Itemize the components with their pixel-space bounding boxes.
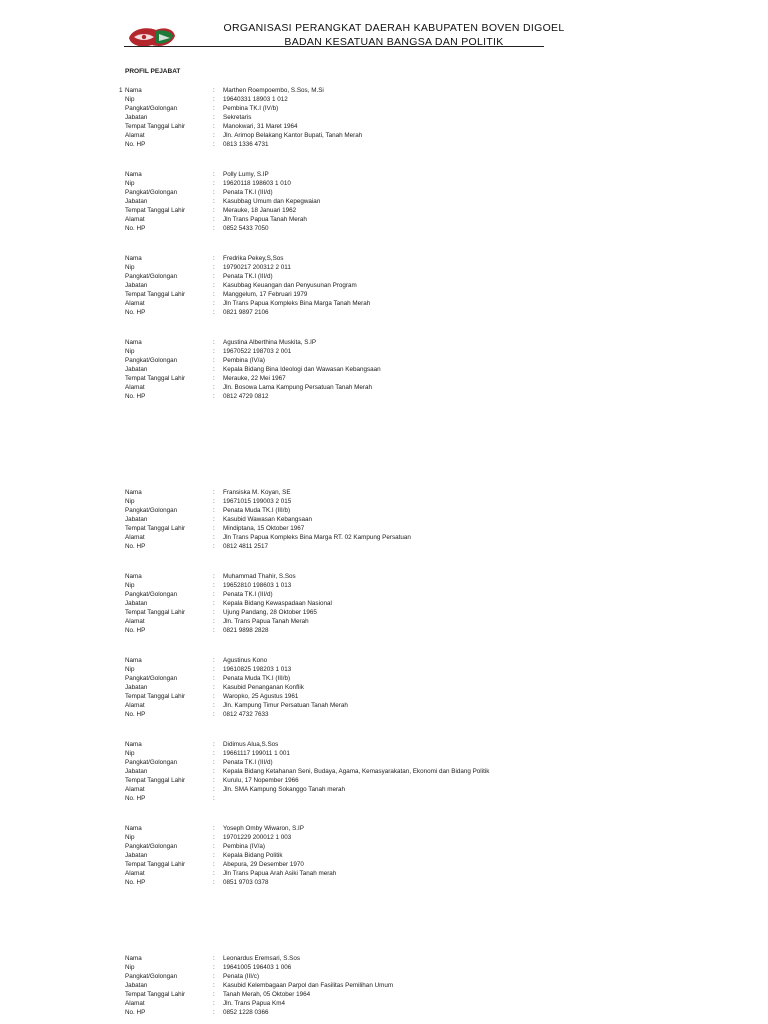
field-label: Nama: [125, 741, 142, 748]
field-value: Kasubid Kelembagaan Parpol dan Fasilitas Pemilihan Umum: [223, 982, 394, 989]
field-value: Penata TK.I (III/d): [223, 273, 273, 280]
field-separator: :: [213, 991, 215, 998]
field-separator: :: [213, 309, 215, 316]
field-value: Penata Muda TK.I (III/b): [223, 675, 291, 682]
field-label: Pangkat/Golongan: [125, 675, 178, 682]
field-value: Manggelum, 17 Februari 1979: [223, 291, 308, 298]
official-record: [0, 338, 768, 408]
field-value: Agustina Alberthina Muskita, S.IP: [223, 339, 317, 346]
field-value: Kurulu, 17 Nopember 1966: [223, 777, 299, 784]
field-label: Pangkat/Golongan: [125, 105, 178, 112]
field-label: Alamat: [125, 132, 145, 139]
field-value: 0812 4732 7633: [223, 711, 269, 718]
field-separator: :: [213, 582, 215, 589]
field-label: No. HP: [125, 393, 146, 400]
field-separator: :: [213, 141, 215, 148]
field-label: Nip: [125, 264, 135, 271]
field-label: Alamat: [125, 618, 145, 625]
field-label: Pangkat/Golongan: [125, 843, 178, 850]
field-value: 0821 9897 2106: [223, 309, 269, 316]
field-separator: :: [213, 366, 215, 373]
field-value: Kasubid Wawasan Kebangsaan: [223, 516, 313, 523]
field-value: 0852 5433 7050: [223, 225, 269, 232]
field-value: Kasubbag Keuangan dan Penyusunan Program: [223, 282, 357, 289]
field-separator: :: [213, 768, 215, 775]
field-label: Nip: [125, 834, 135, 841]
field-separator: :: [213, 852, 215, 859]
field-label: Tempat Tanggal Lahir: [125, 861, 186, 868]
field-label: No. HP: [125, 543, 146, 550]
field-label: No. HP: [125, 141, 146, 148]
field-value: Mindiptana, 15 Oktober 1967: [223, 525, 305, 532]
field-label: Nip: [125, 582, 135, 589]
field-separator: :: [213, 339, 215, 346]
field-label: No. HP: [125, 627, 146, 634]
field-separator: :: [213, 627, 215, 634]
field-value: Fredrika Pekey,S,Sos: [223, 255, 284, 262]
field-separator: :: [213, 114, 215, 121]
field-label: Nama: [125, 489, 142, 496]
field-value: 19670522 198703 2 001: [223, 348, 292, 355]
field-value: Jln. Kampung Timur Persatuan Tanah Merah: [223, 702, 348, 709]
field-value: Jln. SMA Kampung Sokanggo Tanah merah: [223, 786, 346, 793]
field-value: Pembina TK.I (IV/b): [223, 105, 279, 112]
field-label: Tempat Tanggal Lahir: [125, 991, 186, 998]
field-separator: :: [213, 225, 215, 232]
field-value: Penata TK.I (III/d): [223, 591, 273, 598]
field-separator: :: [213, 591, 215, 598]
field-value: Manokwari, 31 Maret 1964: [223, 123, 298, 130]
field-separator: :: [213, 666, 215, 673]
field-value: Muhammad Thahir, S.Sos: [223, 573, 296, 580]
field-separator: :: [213, 543, 215, 550]
field-label: Tempat Tanggal Lahir: [125, 693, 186, 700]
field-label: Nama: [125, 825, 142, 832]
field-label: Nip: [125, 964, 135, 971]
field-label: Jabatan: [125, 600, 148, 607]
official-record: [0, 86, 768, 156]
field-separator: :: [213, 516, 215, 523]
field-separator: :: [213, 198, 215, 205]
field-label: Pangkat/Golongan: [125, 507, 178, 514]
field-separator: :: [213, 171, 215, 178]
field-value: Leonardus Eremsari, S.Sos: [223, 955, 300, 962]
field-label: Tempat Tanggal Lahir: [125, 207, 186, 214]
official-record: [0, 254, 768, 324]
official-record: [0, 572, 768, 642]
header-title-line1: ORGANISASI PERANGKAT DAERAH KABUPATEN BOVEN DIGOEL: [223, 22, 565, 34]
field-value: 0851 9703 0378: [223, 879, 269, 886]
field-separator: :: [213, 96, 215, 103]
field-label: Jabatan: [125, 114, 148, 121]
field-separator: :: [213, 879, 215, 886]
field-separator: :: [213, 741, 215, 748]
field-value: Penata TK.I (III/d): [223, 759, 273, 766]
field-value: 19671015 199003 2 015: [223, 498, 292, 505]
field-separator: :: [213, 105, 215, 112]
field-separator: :: [213, 684, 215, 691]
official-record: [0, 656, 768, 726]
field-separator: :: [213, 489, 215, 496]
field-label: No. HP: [125, 711, 146, 718]
field-separator: :: [213, 711, 215, 718]
field-separator: :: [213, 795, 215, 802]
field-value: 19610825 198203 1 013: [223, 666, 292, 673]
field-label: Alamat: [125, 384, 145, 391]
field-value: Abepura, 29 Desember 1970: [223, 861, 304, 868]
field-label: No. HP: [125, 1009, 146, 1016]
field-separator: :: [213, 870, 215, 877]
field-label: Nip: [125, 348, 135, 355]
field-value: Sekretaris: [223, 114, 252, 121]
field-value: Yoseph Omby Wiwaron, S.IP: [223, 825, 304, 832]
official-record: [0, 824, 768, 894]
field-value: Marthen Roempoembo, S.Sos, M.Si: [223, 87, 324, 94]
field-value: 19652810 198603 1 013: [223, 582, 292, 589]
field-separator: :: [213, 693, 215, 700]
field-label: Nama: [125, 573, 142, 580]
field-separator: :: [213, 273, 215, 280]
field-value: Didimus Alua,S.Sos: [223, 741, 279, 748]
field-separator: :: [213, 834, 215, 841]
field-label: Pangkat/Golongan: [125, 973, 178, 980]
field-value: Merauke, 18 Januari 1962: [223, 207, 297, 214]
field-value: 0813 1336 4731: [223, 141, 269, 148]
field-value: 19701229 200012 1 003: [223, 834, 292, 841]
field-value: 0821 9898 2828: [223, 627, 269, 634]
field-label: Pangkat/Golongan: [125, 273, 178, 280]
field-separator: :: [213, 955, 215, 962]
field-label: Pangkat/Golongan: [125, 591, 178, 598]
section-title: PROFIL PEJABAT: [125, 68, 181, 75]
field-separator: :: [213, 207, 215, 214]
field-separator: :: [213, 750, 215, 757]
field-separator: :: [213, 291, 215, 298]
field-label: Nip: [125, 666, 135, 673]
field-label: Nama: [125, 955, 142, 962]
field-separator: :: [213, 282, 215, 289]
field-label: Nip: [125, 498, 135, 505]
official-record: [0, 740, 768, 810]
field-label: Alamat: [125, 300, 145, 307]
field-separator: :: [213, 525, 215, 532]
field-label: Jabatan: [125, 366, 148, 373]
official-record: [0, 954, 768, 1024]
field-label: Tempat Tanggal Lahir: [125, 525, 186, 532]
field-value: Jln. Trans Papua Tanah Merah: [223, 618, 309, 625]
field-value: Kepala Bidang Kewaspadaan Nasional: [223, 600, 332, 607]
field-separator: :: [213, 982, 215, 989]
field-label: Nama: [125, 171, 142, 178]
field-label: Jabatan: [125, 852, 148, 859]
field-separator: :: [213, 384, 215, 391]
field-separator: :: [213, 87, 215, 94]
field-label: Alamat: [125, 870, 145, 877]
field-value: Kepala Bidang Politik: [223, 852, 283, 859]
field-value: Kasubbag Umum dan Kepegwaian: [223, 198, 321, 205]
header-divider: [124, 46, 544, 47]
field-separator: :: [213, 393, 215, 400]
field-separator: :: [213, 786, 215, 793]
official-record: [0, 488, 768, 558]
field-value: Agustinus Kono: [223, 657, 268, 664]
field-label: Jabatan: [125, 198, 148, 205]
field-value: 0852 1228 0366: [223, 1009, 269, 1016]
field-separator: :: [213, 348, 215, 355]
field-separator: :: [213, 573, 215, 580]
field-separator: :: [213, 264, 215, 271]
field-label: Alamat: [125, 702, 145, 709]
field-separator: :: [213, 861, 215, 868]
field-value: Ujung Pandang, 28 Oktober 1965: [223, 609, 317, 616]
field-label: Alamat: [125, 786, 145, 793]
field-value: Merauke, 22 Mei 1967: [223, 375, 286, 382]
field-value: Pembina (IV/a): [223, 843, 265, 850]
field-separator: :: [213, 675, 215, 682]
field-label: Jabatan: [125, 768, 148, 775]
field-separator: :: [213, 357, 215, 364]
field-value: Penata Muda TK.I (III/b): [223, 507, 291, 514]
field-value: Penata TK.I (III/d): [223, 189, 273, 196]
field-separator: :: [213, 132, 215, 139]
field-value: 19661117 199011 1 001: [223, 750, 290, 757]
field-label: Nip: [125, 750, 135, 757]
field-value: Jln. Trans Papua Km4: [223, 1000, 285, 1007]
field-separator: :: [213, 189, 215, 196]
field-separator: :: [213, 964, 215, 971]
field-label: Tempat Tanggal Lahir: [125, 123, 186, 130]
field-separator: :: [213, 180, 215, 187]
field-value: 19790217 200312 2 011: [223, 264, 291, 271]
field-separator: :: [213, 825, 215, 832]
field-label: Tempat Tanggal Lahir: [125, 609, 186, 616]
field-separator: :: [213, 375, 215, 382]
field-label: Jabatan: [125, 282, 148, 289]
field-value: Jln Trans Papua Kompleks Bina Marga Tanah Merah: [223, 300, 371, 307]
field-separator: :: [213, 498, 215, 505]
field-value: Jln Trans Papua Tanah Merah: [223, 216, 307, 223]
field-label: No. HP: [125, 795, 146, 802]
field-value: 0812 4729 0812: [223, 393, 269, 400]
field-label: Jabatan: [125, 516, 148, 523]
field-value: Penata (III/c): [223, 973, 260, 980]
field-value: Fransiska M. Koyan, SE: [223, 489, 291, 496]
field-separator: :: [213, 255, 215, 262]
field-separator: :: [213, 973, 215, 980]
field-label: Pangkat/Golongan: [125, 357, 178, 364]
field-separator: :: [213, 1009, 215, 1016]
field-label: Nama: [125, 255, 142, 262]
field-value: 0812 4811 2517: [223, 543, 269, 550]
field-separator: :: [213, 123, 215, 130]
field-separator: :: [213, 300, 215, 307]
field-value: Kepala Bidang Bina Ideologi dan Wawasan Kebangsaan: [223, 366, 381, 373]
field-label: Nama: [125, 657, 142, 664]
official-record: [0, 170, 768, 240]
field-separator: :: [213, 1000, 215, 1007]
field-value: Jln Trans Papua Kompleks Bina Marga RT. 02 Kampung Persatuan: [223, 534, 411, 541]
field-value: Jln. Bosowa Lama Kampung Persatuan Tanah Merah: [223, 384, 373, 391]
field-separator: :: [213, 216, 215, 223]
field-label: Tempat Tanggal Lahir: [125, 375, 186, 382]
field-label: Pangkat/Golongan: [125, 759, 178, 766]
field-label: Jabatan: [125, 684, 148, 691]
record-index: 1: [119, 87, 123, 94]
field-label: Tempat Tanggal Lahir: [125, 777, 186, 784]
field-value: Polly Lumy, S.IP: [223, 171, 269, 178]
field-label: Alamat: [125, 1000, 145, 1007]
field-value: Pembina (IV/a): [223, 357, 265, 364]
field-label: No. HP: [125, 225, 146, 232]
field-label: Nama: [125, 87, 142, 94]
field-label: Alamat: [125, 216, 145, 223]
field-separator: :: [213, 534, 215, 541]
field-label: Nama: [125, 339, 142, 346]
field-label: Tempat Tanggal Lahir: [125, 291, 186, 298]
field-label: No. HP: [125, 309, 146, 316]
field-label: Pangkat/Golongan: [125, 189, 178, 196]
field-value: 19641005 196403 1 006: [223, 964, 292, 971]
field-separator: :: [213, 759, 215, 766]
field-value: Jln Trans Papua Arah Asiki Tanah merah: [223, 870, 337, 877]
field-label: Nip: [125, 96, 135, 103]
field-value: Jln. Arimop Belakang Kantor Bupati, Tanah Merah: [223, 132, 363, 139]
field-value: Kepala Bidang Ketahanan Seni, Budaya, Agama, Kemasyarakatan, Ekonomi dan Bidang Politik: [223, 768, 490, 775]
field-separator: :: [213, 843, 215, 850]
field-value: 19620118 198603 1 010: [223, 180, 291, 187]
field-label: Alamat: [125, 534, 145, 541]
field-separator: :: [213, 507, 215, 514]
field-value: Tanah Merah, 05 Oktober 1964: [223, 991, 311, 998]
field-separator: :: [213, 609, 215, 616]
field-label: Nip: [125, 180, 135, 187]
field-value: Kasubid Penanganan Konflik: [223, 684, 304, 691]
field-label: Jabatan: [125, 982, 148, 989]
field-separator: :: [213, 618, 215, 625]
field-label: No. HP: [125, 879, 146, 886]
field-separator: :: [213, 657, 215, 664]
field-value: Waropko, 25 Agustus 1961: [223, 693, 299, 700]
field-separator: :: [213, 600, 215, 607]
header-title-line2: BADAN KESATUAN BANGSA DAN POLITIK: [284, 36, 504, 48]
field-separator: :: [213, 702, 215, 709]
field-separator: :: [213, 777, 215, 784]
field-value: 19640331 18903 1 012: [223, 96, 288, 103]
